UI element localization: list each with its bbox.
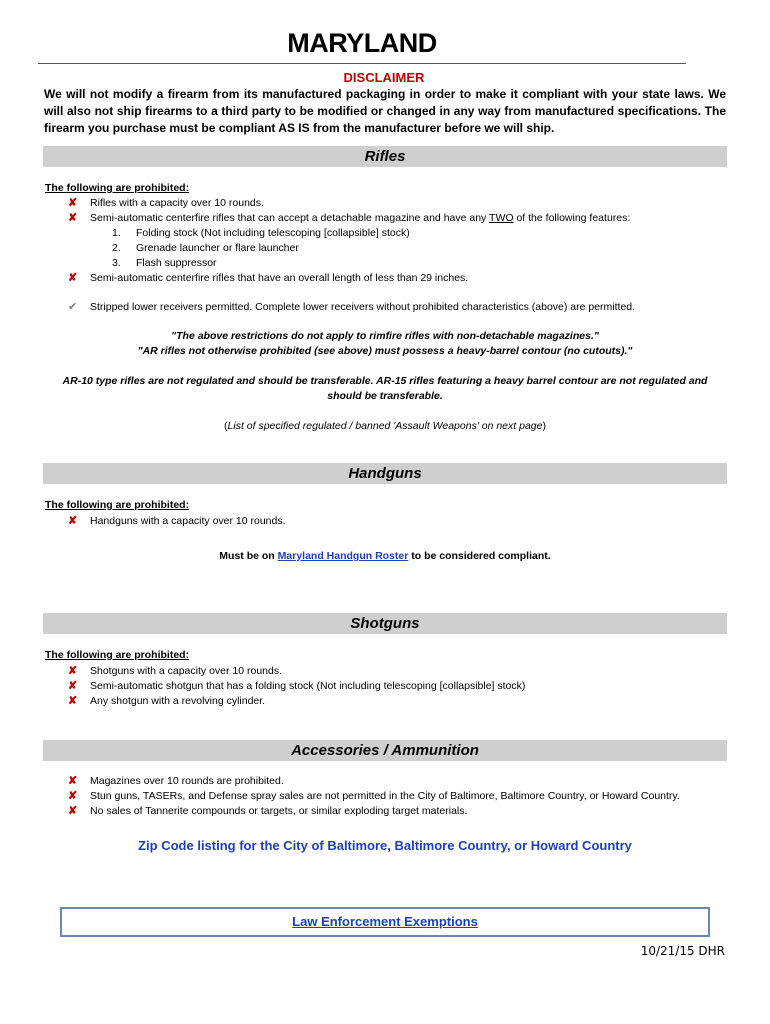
x-mark-icon: ✘ bbox=[68, 805, 78, 817]
paren-close: ) bbox=[542, 420, 546, 432]
feature-text: Flash suppressor bbox=[136, 257, 217, 269]
list-note-text: List of specified regulated / banned 'Assault Weapons' on next page bbox=[227, 420, 543, 432]
item-text: Stripped lower receivers permitted. Complete lower receivers without prohibited characteristics (above) are permitted. bbox=[90, 301, 636, 313]
maryland-handgun-roster-link[interactable]: Maryland Handgun Roster bbox=[277, 550, 409, 562]
feature-item bbox=[112, 226, 410, 240]
x-mark-icon: ✘ bbox=[68, 665, 78, 677]
item-text: No sales of Tannerite compounds or targets, or similar exploding target materials. bbox=[90, 805, 468, 817]
rifles-item-permitted bbox=[68, 300, 635, 314]
handgun-roster-note bbox=[40, 549, 730, 564]
roster-pre-text: Must be on bbox=[219, 550, 278, 562]
feature-number: 2. bbox=[112, 242, 121, 254]
handguns-item-capacity bbox=[68, 514, 286, 528]
rifles-item-length bbox=[68, 271, 468, 285]
section-heading-accessories: Accessories / Ammunition bbox=[43, 740, 727, 761]
title-divider bbox=[38, 63, 686, 64]
check-mark-icon: ✔ bbox=[68, 301, 78, 313]
x-mark-icon: ✘ bbox=[68, 272, 78, 284]
paren-open: ( bbox=[224, 420, 228, 432]
item-text: Magazines over 10 rounds are prohibited. bbox=[90, 775, 284, 787]
item-text: Stun guns, TASERs, and Defense spray sales are not permitted in the City of Baltimore, Baltimore Country, or Howard Country. bbox=[90, 790, 680, 802]
x-mark-icon: ✘ bbox=[68, 695, 78, 707]
law-enforcement-exemptions-box bbox=[60, 907, 710, 937]
accessories-item bbox=[68, 804, 467, 818]
rimfire-quote: "The above restrictions do not apply to rimfire rifles with non-detachable magazines." bbox=[171, 330, 599, 342]
shotguns-item bbox=[68, 694, 265, 708]
x-mark-icon: ✘ bbox=[68, 680, 78, 692]
section-heading-rifles: Rifles bbox=[43, 146, 727, 167]
page-title: MARYLAND bbox=[287, 28, 437, 58]
rifles-item-semi-auto-features bbox=[68, 211, 630, 225]
item-text: Rifles with a capacity over 10 rounds. bbox=[90, 197, 264, 209]
item-text: Handguns with a capacity over 10 rounds. bbox=[90, 515, 286, 527]
feature-number: 1. bbox=[112, 227, 121, 239]
rifles-prohibited-subhead: The following are prohibited: bbox=[45, 182, 190, 194]
disclaimer-heading: DISCLAIMER bbox=[343, 70, 425, 85]
accessories-item bbox=[68, 789, 680, 803]
ar-rifle-quote: "AR rifles not otherwise prohibited (see above) must possess a heavy-barrel contour (no cutouts)." bbox=[137, 345, 633, 357]
shotguns-prohibited-subhead: The following are prohibited: bbox=[45, 649, 190, 661]
x-mark-icon: ✘ bbox=[68, 775, 78, 787]
feature-text: Folding stock (Not including telescoping [collapsible] stock) bbox=[136, 227, 410, 239]
shotguns-item bbox=[68, 679, 525, 693]
item-text: Any shotgun with a revolving cylinder. bbox=[90, 695, 266, 707]
feature-number: 3. bbox=[112, 257, 121, 269]
section-heading-shotguns: Shotguns bbox=[43, 613, 727, 634]
item-text-post: of the following features: bbox=[513, 212, 631, 224]
handguns-prohibited-subhead: The following are prohibited: bbox=[45, 499, 190, 511]
feature-item bbox=[112, 241, 299, 255]
item-text-two: TWO bbox=[489, 212, 514, 224]
item-text: Semi-automatic centerfire rifles that have an overall length of less than 29 inches. bbox=[90, 272, 469, 284]
assault-weapons-list-note bbox=[40, 419, 730, 434]
x-mark-icon: ✘ bbox=[68, 197, 78, 209]
item-text-pre: Semi-automatic centerfire rifles that can accept a detachable magazine and have any bbox=[90, 212, 490, 224]
x-mark-icon: ✘ bbox=[68, 212, 78, 224]
item-text: Semi-automatic shotgun that has a folding stock (Not including telescoping [collapsible] stock) bbox=[90, 680, 526, 692]
x-mark-icon: ✘ bbox=[68, 790, 78, 802]
law-enforcement-exemptions-link[interactable]: Law Enforcement Exemptions bbox=[292, 914, 478, 929]
rifles-item-capacity bbox=[68, 196, 264, 210]
shotguns-item bbox=[68, 664, 282, 678]
section-heading-handguns: Handguns bbox=[43, 463, 727, 484]
roster-post-text: to be considered compliant. bbox=[408, 550, 551, 562]
feature-item bbox=[112, 256, 217, 270]
accessories-item bbox=[68, 774, 284, 788]
feature-text: Grenade launcher or flare launcher bbox=[136, 242, 299, 254]
x-mark-icon: ✘ bbox=[68, 515, 78, 527]
zip-code-listing-link[interactable]: Zip Code listing for the City of Baltimore, Baltimore Country, or Howard Country bbox=[138, 838, 632, 853]
disclaimer-text: We will not modify a firearm from its manufactured packaging in order to make it compliant with your state laws. We will also not ship firearms to a third party to be modified or changed in any way from manufactured specifications. The firearm you purchase must be compliant AS IS from the manufacturer before we will ship. bbox=[44, 87, 726, 135]
footer-date: 10/21/15 DHR bbox=[640, 944, 725, 958]
ar-10-ar-15-note: AR-10 type rifles are not regulated and should be transferable. AR-15 rifles featuring a heavy barrel contour are not regulated and should be transferable. bbox=[62, 375, 708, 402]
item-text: Shotguns with a capacity over 10 rounds. bbox=[90, 665, 283, 677]
